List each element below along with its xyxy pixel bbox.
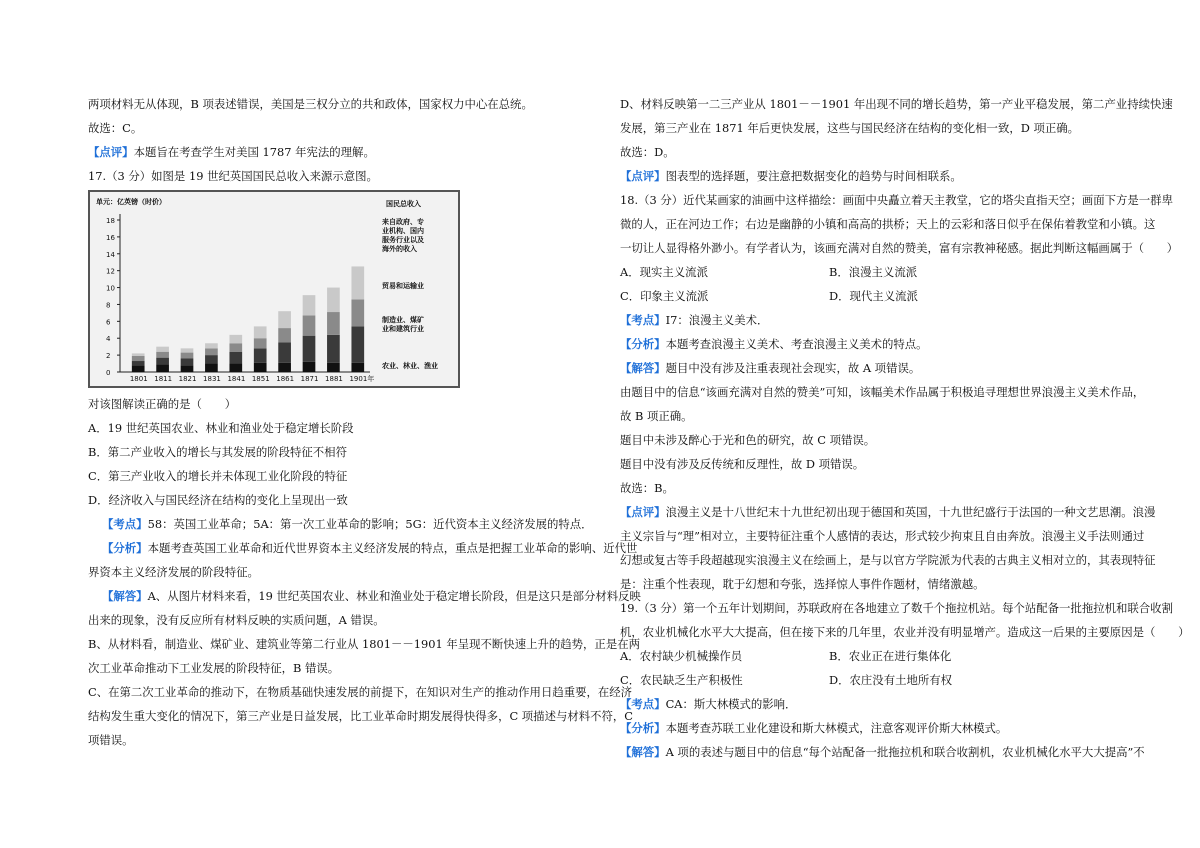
kaodian-text: CA：斯大林模式的影响． [665, 697, 797, 711]
text-line: 故选：D。 [620, 145, 675, 159]
bar-segment [132, 365, 145, 372]
analysis-text: 本题考查苏联工业化建设和斯大林模式，注意客观评价斯大林模式。 [665, 721, 1008, 735]
bar-segment [278, 363, 291, 372]
kaodian-text: 58：英国工业革命；5A：第一次工业革命的影响；5G：近代资本主义经济发展的特点． [147, 517, 593, 531]
y-tick-label: 6 [106, 318, 111, 327]
legend-agriculture: 农业、林业、渔业 [382, 362, 438, 370]
bar-segment [351, 363, 364, 372]
analysis-tag: 【分析】 [620, 337, 666, 351]
bar-segment [156, 352, 169, 358]
x-tick-label: 1811 [154, 375, 173, 383]
text-line: 题目中没有涉及反传统和反理性，故 D 项错误。 [620, 457, 865, 471]
option-d: D．农庄没有土地所有权 [829, 673, 953, 687]
kaodian-tag: 【考点】 [620, 313, 666, 327]
question-19: 19.（3 分）第一个五年计划期间，苏联政府在各地建立了数千个拖拉机站。每个站配备一批拖拉机和联合收割 [620, 601, 1173, 615]
text-line: 一切让人显得格外渺小。有学者认为，该画充满对自然的赞美，富有宗教神秘感。据此判断这幅画属于（ ） [620, 241, 1179, 255]
x-tick-label: 1881 [325, 375, 343, 383]
option-b: B．第二产业收入的增长与其发展的阶段特征不相符 [88, 445, 347, 459]
x-tick-label: 1801 [129, 375, 148, 383]
bar-segment [303, 295, 316, 315]
kaodian-line [620, 692, 1120, 716]
bar-segment [351, 326, 364, 362]
text-line: 故选：B。 [620, 481, 674, 495]
bar-segment [156, 364, 169, 372]
bar-segment [229, 364, 242, 372]
income-chart [88, 190, 460, 388]
bar-segment [254, 348, 267, 362]
text-line: 是：注重个性表现，耽于幻想和夸张，选择惊人事件作题材，情绪激越。 [620, 577, 985, 591]
bar-segment [278, 328, 291, 342]
option-b: B．农业正在进行集体化 [829, 649, 952, 663]
bar-segment [229, 335, 242, 343]
kaodian-line [88, 512, 593, 536]
bar-segment [254, 326, 267, 338]
bar-segment [327, 312, 340, 335]
analysis-line [620, 716, 1120, 740]
option-a: A．现实主义流派 [620, 265, 708, 279]
text-line: 机，农业机械化水平大大提高，但在接下来的几年里，农业并没有明显增产。造成这一后果的主要原因是（ ） [620, 625, 1190, 639]
text-line: 出来的现象，没有反应所有材料反映的实质问题，A 错误。 [88, 613, 385, 627]
kaodian-text: I7：浪漫主义美术． [665, 313, 769, 327]
answer-text: 题目中没有涉及注重表现社会现实，故 A 项错误。 [665, 361, 921, 375]
bar-segment [205, 343, 218, 348]
answer-text: A、从图片材料来看，19 世纪英国农业、林业和渔业处于稳定增长阶段，但是这只是部分材料反映 [147, 589, 641, 603]
option-a: A．农村缺少机械操作员 [620, 649, 743, 663]
bar-segment [327, 288, 340, 312]
bar-segment [181, 365, 194, 372]
text-line: 项错误。 [88, 733, 134, 747]
question-17: 17.（3 分）如图是 19 世纪英国国民总收入来源示意图。 [88, 169, 378, 183]
text-line: 两项材料无从体现，B 项表述错误，美国是三权分立的共和政体，国家权力中心在总统。 [88, 97, 533, 111]
x-tick-label: 1841 [227, 375, 246, 383]
y-tick-label: 12 [106, 267, 115, 276]
bar-segment [303, 315, 316, 335]
y-tick-label: 2 [106, 352, 111, 361]
text-line: 界资本主义经济发展的阶段特征。 [88, 565, 259, 579]
comment-line [620, 500, 1156, 524]
comment-tag: 【点评】 [620, 169, 666, 183]
bar-segment [327, 335, 340, 363]
analysis-line [620, 332, 1120, 356]
analysis-tag: 【分析】 [102, 541, 148, 555]
text-line: B、从材料看，制造业、煤矿业、建筑业等第二行业从 1801－－1901 年呈现不断快速上升的趋势，正是在两 [88, 637, 640, 651]
text-line: 主义宗旨与“理”相对立，主要特征注重个人感情的表达，形式较少拘束且自由奔放。浪漫主义手法则通过 [620, 529, 1145, 543]
answer-line [620, 740, 1145, 764]
answer-text: A 项的表述与题目中的信息“每个站配备一批拖拉机和联合收割机，农业机械化水平大大提高”不 [665, 745, 1145, 759]
analysis-text: 本题考查浪漫主义美术、考查浪漫主义美术的特点。 [665, 337, 928, 351]
text-line: 结构发生重大变化的情况下，第三产业是日益发展，比工业革命时期发展得快得多，C 项描述与材料不符，C [88, 709, 634, 723]
text-line: C、在第二次工业革命的推动下，在物质基础快速发展的前提下，在知识对生产的推动作用日趋重要，在经济 [88, 685, 633, 699]
answer-line [88, 584, 641, 608]
left-column [88, 92, 641, 752]
y-tick-label: 10 [106, 284, 115, 293]
kaodian-tag: 【考点】 [102, 517, 148, 531]
x-tick-label: 1831 [203, 375, 221, 383]
options-row [620, 284, 1120, 308]
text-line: 故 B 项正确。 [620, 409, 693, 423]
kaodian-tag: 【考点】 [620, 697, 666, 711]
text-line: 题目中未涉及醉心于光和色的研究，故 C 项错误。 [620, 433, 876, 447]
comment-line [620, 164, 1120, 188]
answer-line [620, 356, 1120, 380]
x-tick-label: 1821 [178, 375, 197, 383]
bar-segment [229, 352, 242, 364]
text-line: 由题目中的信息“该画充满对自然的赞美”可知，该幅美术作品属于积极追寻理想世界浪漫主义美术作品， [620, 385, 1145, 399]
comment-line [88, 140, 588, 164]
text-line: 微的人，正在河边工作；右边是幽静的小镇和高高的拱桥；天上的云彩和落日似乎在保佑着教堂和小镇。这 [620, 217, 1156, 231]
answer-tag: 【解答】 [620, 361, 666, 375]
comment-text: 本题旨在考查学生对美国 1787 年宪法的理解。 [133, 145, 375, 159]
y-tick-label: 4 [106, 335, 111, 344]
y-tick-label: 14 [106, 250, 115, 259]
text-line: D、材料反映第一二三产业从 1801－－1901 年出现不同的增长趋势，第一产业平稳发展，第二产业持续快速 [620, 97, 1173, 111]
options-row [620, 644, 1120, 668]
option-d: D．经济收入与国民经济在结构的变化上呈现出一致 [88, 493, 348, 507]
bar-segment [205, 364, 218, 372]
option-c: C．印象主义流派 [620, 289, 709, 303]
bar-segment [156, 347, 169, 352]
answer-tag: 【解答】 [620, 745, 666, 759]
legend-total: 国民总收入 [386, 200, 421, 208]
answer-tag: 【解答】 [102, 589, 148, 603]
bar-segment [181, 353, 194, 359]
bar-segment [303, 362, 316, 372]
bar-segment [132, 356, 145, 361]
comment-text: 浪漫主义是十八世纪末十九世纪初出现于德国和英国，十九世纪盛行于法国的一种文艺思潮。浪漫 [665, 505, 1156, 519]
option-c: C．第三产业收入的增长并未体现工业化阶段的特征 [88, 469, 348, 483]
comment-tag: 【点评】 [620, 505, 666, 519]
question-18: 18.（3 分）近代某画家的油画中这样描绘：画面中央矗立着天主教堂，它的塔尖直指天空；画面下方是一群卑 [620, 193, 1173, 207]
option-d: D．现代主义流派 [829, 289, 918, 303]
x-tick-label: 1851 [251, 375, 270, 383]
bar-segment [181, 348, 194, 352]
x-tick-label: 1861 [276, 375, 295, 383]
bar-segment [278, 342, 291, 362]
x-tick-label: 1901年 [349, 375, 375, 383]
bar-segment [327, 363, 340, 372]
bar-segment [205, 355, 218, 363]
text-line: 故选：C。 [88, 121, 143, 135]
income-chart-svg [90, 192, 458, 386]
y-tick-label: 18 [106, 217, 115, 225]
bar-segment [303, 336, 316, 362]
bar-segment [351, 266, 364, 299]
option-b: B．浪漫主义流派 [829, 265, 918, 279]
analysis-line [88, 536, 638, 560]
bar-segment [156, 358, 169, 365]
bar-segment [132, 353, 145, 356]
bar-segment [254, 338, 267, 348]
analysis-text: 本题考查英国工业革命和近代世界资本主义经济发展的特点，重点是把握工业革命的影响、近代世 [147, 541, 638, 555]
legend-trade: 贸易和运输业 [382, 282, 424, 290]
bar-segment [132, 361, 145, 365]
bar-segment [278, 311, 291, 328]
legend-industry: 制造业、煤矿业和建筑行业 [382, 316, 424, 333]
text-line: 幻想或复古等手段超越现实浪漫主义在绘画上，是与以官方学院派为代表的古典主义相对立的，其表现特征 [620, 553, 1156, 567]
text-line: 发展，第三产业在 1871 年后更快发展，这些与国民经济在结构的变化相一致，D 项正确。 [620, 121, 1080, 135]
option-a: A．19 世纪英国农业、林业和渔业处于稳定增长阶段 [88, 421, 354, 435]
question-17-stem: 对该图解读正确的是（ ） [88, 397, 237, 411]
y-tick-label: 16 [106, 233, 115, 242]
options-row [620, 668, 1120, 692]
option-c: C．农民缺乏生产积极性 [620, 673, 743, 687]
comment-tag: 【点评】 [88, 145, 134, 159]
bar-segment [205, 348, 218, 355]
bar-segment [254, 363, 267, 372]
right-column [620, 92, 1190, 764]
bar-segment [351, 299, 364, 326]
legend-services: 来自政府、专业机构、国内服务行业以及海外的收入 [382, 218, 424, 253]
y-tick-label: 0 [106, 369, 111, 377]
analysis-tag: 【分析】 [620, 721, 666, 735]
options-row [620, 260, 1120, 284]
kaodian-line [620, 308, 1120, 332]
y-tick-label: 8 [106, 301, 111, 310]
comment-text: 图表型的选择题，要注意把数据变化的趋势与时间相联系。 [665, 169, 962, 183]
text-line: 次工业革命推动下工业发展的阶段特征，B 错误。 [88, 661, 340, 675]
bar-segment [229, 343, 242, 351]
chart-title: 单元：亿英镑（时价） [96, 198, 166, 206]
x-tick-label: 1871 [300, 375, 319, 383]
bar-segment [181, 358, 194, 365]
